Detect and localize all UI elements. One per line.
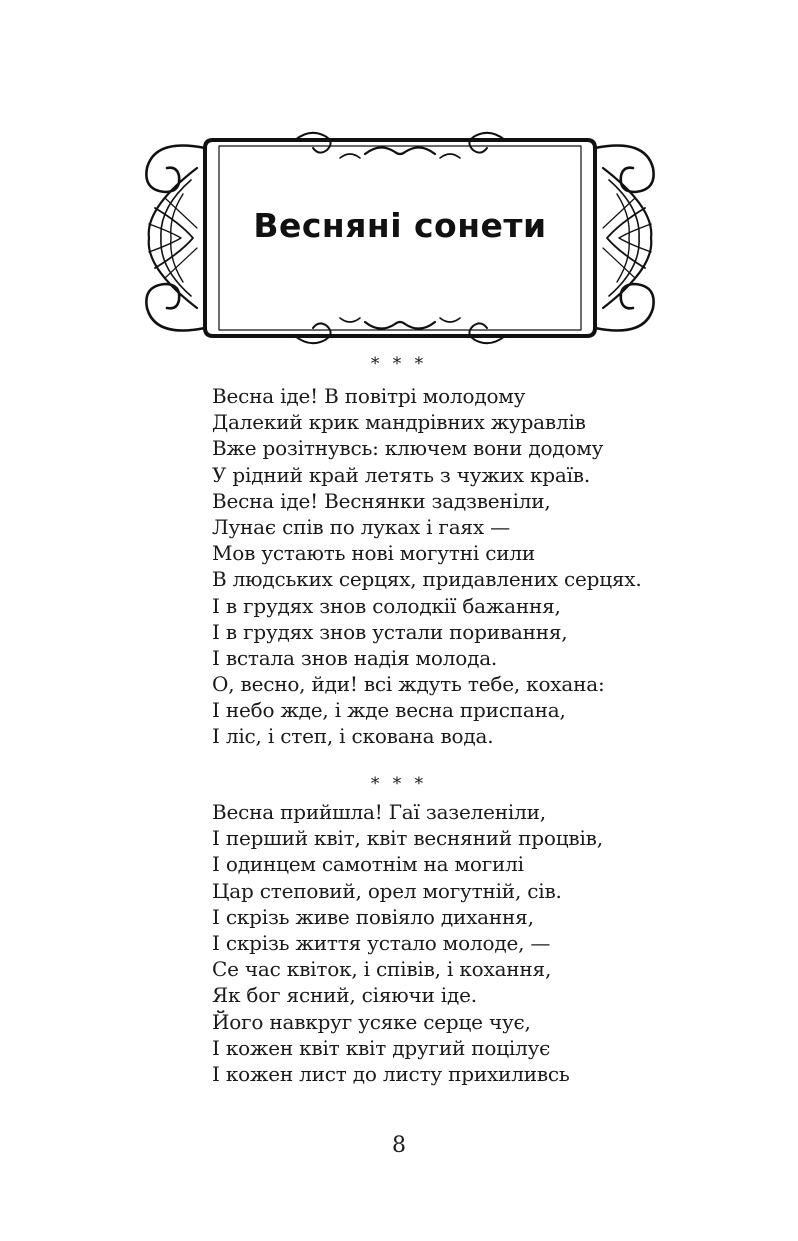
poem-line: Весна іде! В повітрі молодому bbox=[212, 384, 526, 408]
poem-line: І кожен квіт квіт другий поцілує bbox=[212, 1035, 551, 1060]
poem-line: Лунає спів по луках і гаях — bbox=[212, 514, 510, 539]
poem-line: І встала знов надія молода. bbox=[212, 645, 498, 670]
poem-line: Цар степовий, орел могутній, сів. bbox=[212, 878, 562, 903]
poem-line: О, весно, йди! всі ждуть тебе, кохана: bbox=[212, 672, 605, 697]
poem-line: В людських серцях, придавлених серцях. bbox=[212, 567, 642, 592]
poem-line: Далекий крик мандрівних журавлів bbox=[212, 410, 586, 435]
poem-line: Як бог ясний, сіяючи іде. bbox=[212, 983, 477, 1008]
poem-line: І кожен лист до листу прихиливсь bbox=[212, 1061, 570, 1086]
poem-line: І небо жде, і жде весна приспана, bbox=[212, 698, 566, 723]
poem-line: І скрізь живе повіяло дихання, bbox=[212, 904, 534, 929]
sonnet-2 bbox=[212, 799, 603, 1087]
poem-line: У рідний край летять з чужих країв. bbox=[212, 462, 590, 487]
poem-line: Весна іде! Веснянки задзвеніли, bbox=[212, 488, 551, 513]
poem-line: І в грудях знов устали поривання, bbox=[212, 619, 568, 644]
poem-line: Мов устають нові могутні сили bbox=[212, 541, 535, 566]
section-separator: * * * bbox=[370, 354, 428, 374]
poem-line: І в грудях знов солодкії бажання, bbox=[212, 593, 561, 618]
poem-line: І скрізь життя устало молоде, — bbox=[212, 930, 551, 955]
page-number: 8 bbox=[392, 1133, 406, 1158]
poem-line: Його навкруг усяке серце чує, bbox=[212, 1009, 531, 1034]
poem-line: Се час квіток, і співів, і кохання, bbox=[212, 957, 552, 982]
title-ornamental-frame bbox=[135, 128, 665, 348]
poem-line: Весна прийшла! Гаї зазеленіли, bbox=[212, 800, 546, 824]
poem-line: Вже розітнувсь: ключем вони додому bbox=[212, 436, 604, 461]
sonnet-1 bbox=[212, 383, 642, 750]
page-title: Весняні сонети bbox=[253, 206, 547, 245]
poem-line: І одинцем самотнім на могилі bbox=[212, 852, 524, 877]
poem-line: І перший квіт, квіт весняний процвів, bbox=[212, 826, 603, 851]
section-separator: * * * bbox=[370, 774, 428, 794]
poem-line: І ліс, і степ, і скована вода. bbox=[212, 724, 494, 749]
